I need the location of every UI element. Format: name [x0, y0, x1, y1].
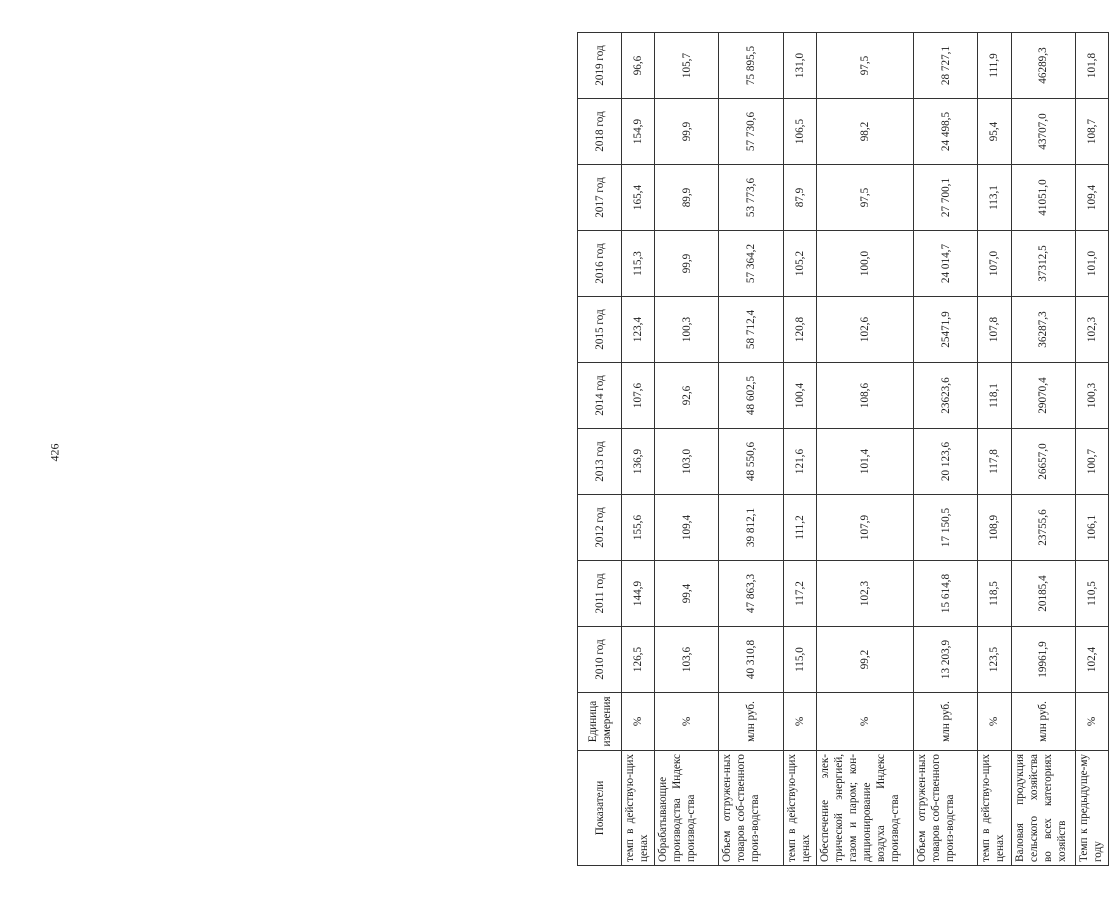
value-cell: 99,9 — [655, 231, 719, 297]
indicator-cell: Темп к предыдуще-му году — [1075, 751, 1108, 866]
value-cell: 101,8 — [1075, 33, 1108, 99]
value-cell: 123,5 — [978, 627, 1011, 693]
value-cell: 103,0 — [655, 429, 719, 495]
indicator-cell: Объем отгружен-ных товаров соб-ственного произ-водства — [914, 751, 978, 866]
value-cell: 109,4 — [655, 495, 719, 561]
indicator-cell: Обрабатывающие производства Индекс производ-ства — [655, 751, 719, 866]
table-row — [655, 33, 719, 866]
value-cell: 102,3 — [816, 561, 913, 627]
value-cell: 131,0 — [783, 33, 816, 99]
value-cell: 20185,4 — [1011, 561, 1075, 627]
value-cell: 117,8 — [978, 429, 1011, 495]
value-cell: 95,4 — [978, 99, 1011, 165]
value-cell: 24 014,7 — [914, 231, 978, 297]
value-cell: 136,9 — [622, 429, 655, 495]
indicator-cell: темп в действую-щих ценах — [978, 751, 1011, 866]
value-cell: 28 727,1 — [914, 33, 978, 99]
header-year: 2010 год — [578, 627, 622, 693]
value-cell: 109,4 — [1075, 165, 1108, 231]
header-unit: Единица измерения — [578, 693, 622, 751]
value-cell: 37312,5 — [1011, 231, 1075, 297]
value-cell: 24 498,5 — [914, 99, 978, 165]
value-cell: 103,6 — [655, 627, 719, 693]
table-row — [719, 33, 783, 866]
indicator-cell: темп в действую-щих ценах — [783, 751, 816, 866]
value-cell: 101,4 — [816, 429, 913, 495]
value-cell: 75 895,5 — [719, 33, 783, 99]
value-cell: 118,1 — [978, 363, 1011, 429]
header-indicator: Показатели — [578, 751, 622, 866]
value-cell: 155,6 — [622, 495, 655, 561]
value-cell: 97,5 — [816, 165, 913, 231]
value-cell: 108,6 — [816, 363, 913, 429]
value-cell: 117,2 — [783, 561, 816, 627]
value-cell: 46289,3 — [1011, 33, 1075, 99]
indicator-cell: Обеспечение элек-трической энергией, газом и паром; кон-диционирование воздуха Индекс производ-ства — [816, 751, 913, 866]
unit-cell: % — [1075, 693, 1108, 751]
table-row — [914, 33, 978, 866]
value-cell: 100,0 — [816, 231, 913, 297]
header-year: 2017 год — [578, 165, 622, 231]
value-cell: 100,7 — [1075, 429, 1108, 495]
value-cell: 108,7 — [1075, 99, 1108, 165]
unit-cell: % — [978, 693, 1011, 751]
header-year: 2014 год — [578, 363, 622, 429]
value-cell: 144,9 — [622, 561, 655, 627]
value-cell: 48 550,6 — [719, 429, 783, 495]
value-cell: 53 773,6 — [719, 165, 783, 231]
header-year: 2011 год — [578, 561, 622, 627]
value-cell: 17 150,5 — [914, 495, 978, 561]
value-cell: 105,2 — [783, 231, 816, 297]
value-cell: 23755,6 — [1011, 495, 1075, 561]
value-cell: 154,9 — [622, 99, 655, 165]
indicator-cell: Валовая продукция сельского хозяйства во всех категориях хозяйств — [1011, 751, 1075, 866]
table-row — [816, 33, 913, 866]
value-cell: 39 812,1 — [719, 495, 783, 561]
value-cell: 106,5 — [783, 99, 816, 165]
value-cell: 100,4 — [783, 363, 816, 429]
table-row — [978, 33, 1011, 866]
value-cell: 57 364,2 — [719, 231, 783, 297]
unit-cell: млн руб. — [914, 693, 978, 751]
value-cell: 111,2 — [783, 495, 816, 561]
value-cell: 102,6 — [816, 297, 913, 363]
value-cell: 101,0 — [1075, 231, 1108, 297]
value-cell: 121,6 — [783, 429, 816, 495]
value-cell: 15 614,8 — [914, 561, 978, 627]
value-cell: 107,6 — [622, 363, 655, 429]
unit-cell: % — [655, 693, 719, 751]
header-year: 2012 год — [578, 495, 622, 561]
unit-cell: % — [816, 693, 913, 751]
value-cell: 111,9 — [978, 33, 1011, 99]
value-cell: 26657,0 — [1011, 429, 1075, 495]
rotated-table-wrapper — [577, 33, 1109, 866]
unit-cell: млн руб. — [1011, 693, 1075, 751]
value-cell: 102,4 — [1075, 627, 1108, 693]
value-cell: 107,8 — [978, 297, 1011, 363]
table-row — [783, 33, 816, 866]
unit-cell: % — [783, 693, 816, 751]
value-cell: 110,5 — [1075, 561, 1108, 627]
indicator-cell: Объем отгружен-ных товаров соб-ственного произ-водства — [719, 751, 783, 866]
value-cell: 123,4 — [622, 297, 655, 363]
header-year: 2013 год — [578, 429, 622, 495]
value-cell: 165,4 — [622, 165, 655, 231]
indicator-cell: темп в действую-щих ценах — [622, 751, 655, 866]
value-cell: 115,3 — [622, 231, 655, 297]
table-body — [622, 33, 1109, 866]
value-cell: 47 863,3 — [719, 561, 783, 627]
page-number-container — [45, 0, 65, 905]
value-cell: 27 700,1 — [914, 165, 978, 231]
value-cell: 23623,6 — [914, 363, 978, 429]
value-cell: 118,5 — [978, 561, 1011, 627]
value-cell: 105,7 — [655, 33, 719, 99]
value-cell: 106,1 — [1075, 495, 1108, 561]
unit-cell: млн руб. — [719, 693, 783, 751]
value-cell: 57 730,6 — [719, 99, 783, 165]
value-cell: 113,1 — [978, 165, 1011, 231]
value-cell: 99,4 — [655, 561, 719, 627]
value-cell: 41051,0 — [1011, 165, 1075, 231]
page-number: 426 — [47, 443, 62, 462]
value-cell: 29070,4 — [1011, 363, 1075, 429]
value-cell: 19961,9 — [1011, 627, 1075, 693]
value-cell: 25471,9 — [914, 297, 978, 363]
statistics-table — [577, 32, 1109, 866]
table-row — [1075, 33, 1108, 866]
header-year: 2016 год — [578, 231, 622, 297]
value-cell: 126,5 — [622, 627, 655, 693]
value-cell: 108,9 — [978, 495, 1011, 561]
value-cell: 102,3 — [1075, 297, 1108, 363]
value-cell: 107,9 — [816, 495, 913, 561]
value-cell: 48 602,5 — [719, 363, 783, 429]
value-cell: 97,5 — [816, 33, 913, 99]
header-year: 2015 год — [578, 297, 622, 363]
table-row — [1011, 33, 1075, 866]
unit-cell: % — [622, 693, 655, 751]
value-cell: 58 712,4 — [719, 297, 783, 363]
value-cell: 107,0 — [978, 231, 1011, 297]
value-cell: 40 310,8 — [719, 627, 783, 693]
value-cell: 100,3 — [1075, 363, 1108, 429]
table-header-row — [578, 33, 622, 866]
value-cell: 99,9 — [655, 99, 719, 165]
value-cell: 100,3 — [655, 297, 719, 363]
value-cell: 99,2 — [816, 627, 913, 693]
value-cell: 92,6 — [655, 363, 719, 429]
value-cell: 20 123,6 — [914, 429, 978, 495]
value-cell: 98,2 — [816, 99, 913, 165]
value-cell: 36287,3 — [1011, 297, 1075, 363]
table-row — [622, 33, 655, 866]
header-year: 2018 год — [578, 99, 622, 165]
value-cell: 115,0 — [783, 627, 816, 693]
value-cell: 120,8 — [783, 297, 816, 363]
value-cell: 13 203,9 — [914, 627, 978, 693]
value-cell: 87,9 — [783, 165, 816, 231]
value-cell: 96,6 — [622, 33, 655, 99]
value-cell: 43707,0 — [1011, 99, 1075, 165]
value-cell: 89,9 — [655, 165, 719, 231]
header-year: 2019 год — [578, 33, 622, 99]
